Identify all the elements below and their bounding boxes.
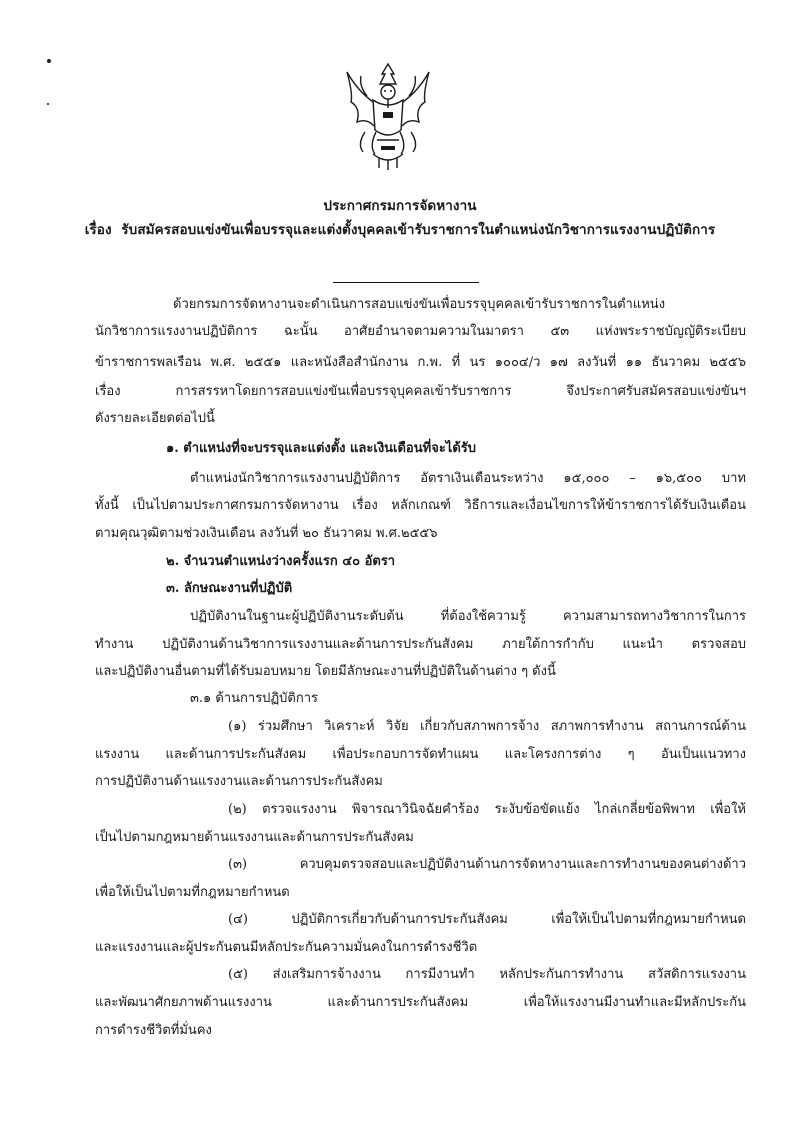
subject-prefix: เรื่อง: [84, 222, 112, 238]
section-2-heading: ๒. จำนวนตำแหน่งว่างครั้งแรก ๔๐ อัตรา: [166, 554, 396, 569]
item-1-line-1: (๑) ร่วมศึกษา วิเคราะห์ วิจัย เกี่ยวกับสภาพการจ้าง สภาพการทำงาน สถานการณ์ด้าน: [228, 719, 746, 734]
item-4-line-2: และแรงงานและผู้ประกันตนมีหลักประกันความมั่นคงในการดำรงชีวิต: [95, 940, 478, 955]
subject-line: [0, 218, 800, 240]
intro-line-2: นักวิชาการแรงงานปฏิบัติการ ฉะนั้น อาศัยอำนาจตามความในมาตรา ๕๓ แห่งพระราชบัญญัติระเบียบ: [95, 324, 746, 339]
item-2-line-1: (๒) ตรวจแรงงาน พิจารณาวินิจฉัยคำร้อง ระงับข้อขัดแย้ง ไกล่เกลี่ยข้อพิพาท เพื่อให้: [228, 802, 746, 817]
item-1-line-3: การปฏิบัติงานด้านแรงงานและด้านการประกันสังคม: [95, 774, 383, 789]
intro-line-5: ดังรายละเอียดต่อไปนี้: [95, 411, 215, 426]
item-5-line-3: การดำรงชีวิตที่มั่นคง: [95, 1023, 212, 1038]
section-1-line-2: ทั้งนี้ เป็นไปตามประกาศกรมการจัดหางาน เรื่อง หลักเกณฑ์ วิธีการและเงื่อนไขการให้ข้าราชการได้รับเงินเดือน: [95, 498, 746, 513]
subsection-3-1-heading: ๓.๑ ด้านการปฏิบัติการ: [190, 691, 319, 706]
item-5-line-1: (๕) ส่งเสริมการจ้างงาน การมีงานทำ หลักประกันการทำงาน สวัสดิการแรงงาน: [228, 967, 746, 982]
title-divider: [333, 282, 479, 283]
section-1-line-3: ตามคุณวุฒิตามช่วงเงินเดือน ลงวันที่ ๒๐ ธันวาคม พ.ศ.๒๕๕๖: [95, 526, 438, 541]
subject-text: รับสมัครสอบแข่งขันเพื่อบรรจุและแต่งตั้งบุคคลเข้ารับราชการในตำแหน่งนักวิชาการแรงงานปฏิบัติการ: [121, 222, 716, 238]
section-3-line-2: ทำงาน ปฏิบัติงานด้านวิชาการแรงงานและด้านการประกันสังคม ภายใต้การกำกับ แนะนำ ตรวจสอบ: [95, 637, 746, 652]
garuda-emblem: [343, 60, 433, 172]
scan-speck: [47, 59, 51, 63]
item-3-line-1: (๓) ควบคุมตรวจสอบและปฏิบัติงานด้านการจัดหางานและการทำงานของคนต่างด้าว: [228, 857, 746, 872]
item-5-line-2: และพัฒนาศักยภาพด้านแรงงาน และด้านการประกันสังคม เพื่อให้แรงงานมีงานทำและมีหลักประกัน: [95, 995, 746, 1010]
intro-line-1: ด้วยกรมการจัดหางานจะดำเนินการสอบแข่งขันเพื่อบรรจุบุคคลเข้ารับราชการในตำแหน่ง: [173, 297, 666, 312]
item-3-line-2: เพื่อให้เป็นไปตามที่กฎหมายกำหนด: [95, 885, 290, 900]
section-3-line-3: และปฏิบัติงานอื่นตามที่ได้รับมอบหมาย โดยมีลักษณะงานที่ปฏิบัติในด้านต่าง ๆ ดังนี้: [95, 664, 556, 679]
section-3-line-1: ปฏิบัติงานในฐานะผู้ปฏิบัติงานระดับต้น ที่ต้องใช้ความรู้ ความสามารถทางวิชาการในการ: [190, 609, 746, 624]
section-1-heading: ๑. ตำแหน่งที่จะบรรจุและแต่งตั้ง และเงินเดือนที่จะได้รับ: [166, 441, 477, 456]
intro-line-4: เรื่อง การสรรหาโดยการสอบแข่งขันเพื่อบรรจุบุคคลเข้ารับราชการ จึงประกาศรับสมัครสอบแข่งขันฯ: [95, 384, 746, 399]
scan-speck: [47, 103, 49, 105]
page-title: ประกาศกรมการจัดหางาน: [323, 198, 477, 214]
item-4-line-1: (๔) ปฏิบัติการเกี่ยวกับด้านการประกันสังคม เพื่อให้เป็นไปตามที่กฎหมายกำหนด: [228, 912, 746, 927]
item-1-line-2: แรงงาน และด้านการประกันสังคม เพื่อประกอบการจัดทำแผน และโครงการต่าง ๆ อันเป็นแนวทาง: [95, 747, 746, 762]
section-1-line-1: ตำแหน่งนักวิชาการแรงงานปฏิบัติการ อัตราเงินเดือนระหว่าง ๑๕,๐๐๐ – ๑๖,๕๐๐ บาท: [190, 471, 746, 486]
intro-line-3: ข้าราชการพลเรือน พ.ศ. ๒๕๕๑ และหนังสือสำนักงาน ก.พ. ที่ นร ๑๐๐๔/ว ๑๗ ลงวันที่ ๑๑ ธันวาคม ๒๕๕๖: [95, 355, 746, 370]
item-2-line-2: เป็นไปตามกฎหมายด้านแรงงานและด้านการประกันสังคม: [95, 830, 414, 845]
section-3-heading: ๓. ลักษณะงานที่ปฏิบัติ: [166, 581, 293, 596]
